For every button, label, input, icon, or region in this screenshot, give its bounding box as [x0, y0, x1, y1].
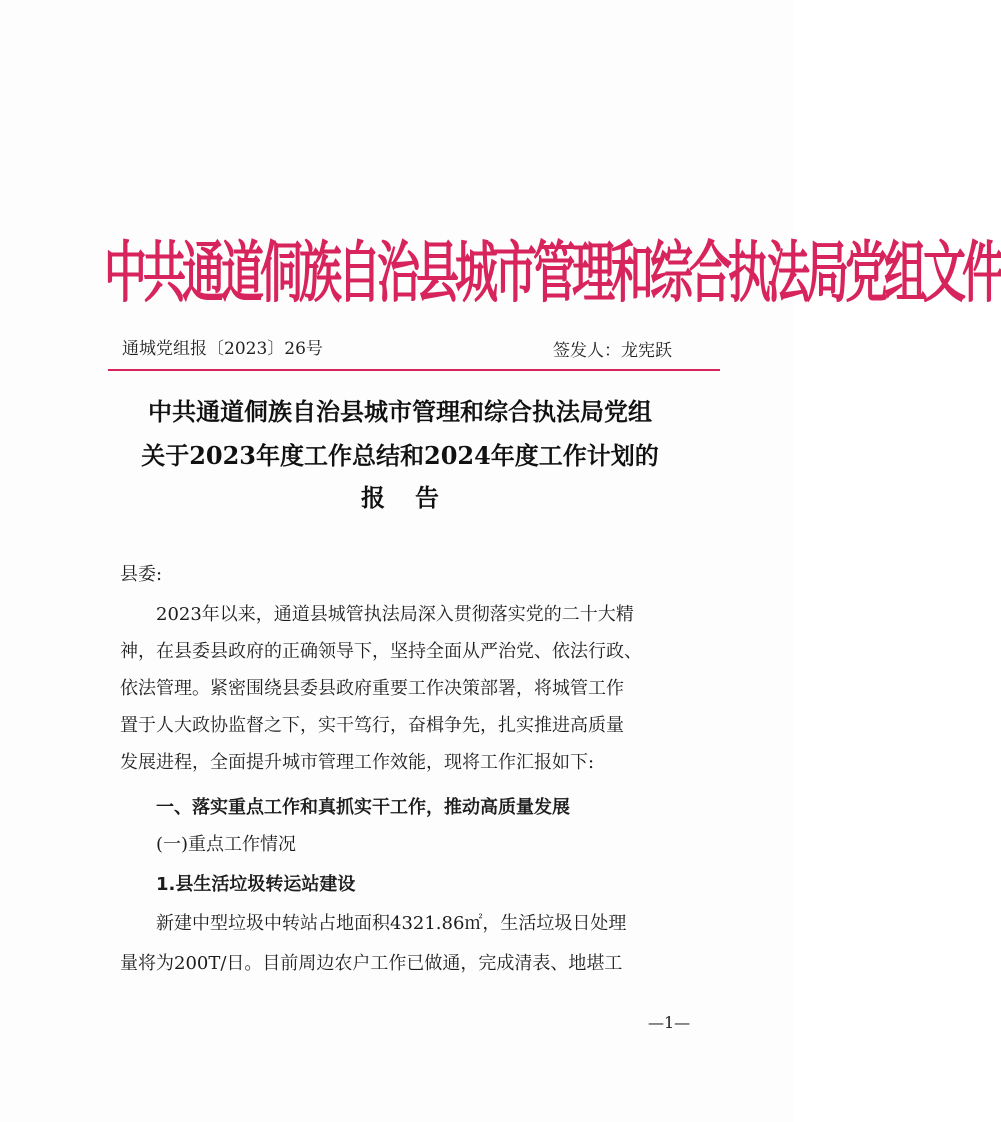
paragraph-line: 依法管理。紧密围绕县委县政府重要工作决策部署，将城管工作 — [120, 678, 624, 699]
subsection-heading: (一)重点工作情况 — [156, 834, 297, 855]
signer-label: 签发人：龙宪跃 — [553, 341, 672, 361]
red-separator-line — [108, 369, 720, 371]
salutation: 县委: — [120, 564, 163, 585]
paragraph-line: 置于人大政协监督之下，实干笃行，奋楫争先，扎实推进高质量 — [120, 715, 624, 736]
paragraph-line: 发展进程，全面提升城市管理工作效能，现将工作汇报如下: — [120, 752, 595, 773]
document-number: 通城党组报〔2023〕26号 — [122, 339, 323, 359]
report-title-line-1: 中共通道侗族自治县城市管理和综合执法局党组 — [148, 397, 652, 426]
paragraph-line: 量将为200T/日。目前周边农户工作已做通，完成清表、地堪工 — [120, 953, 623, 974]
report-title-line-2: 关于2023年度工作总结和2024年度工作计划的 — [141, 441, 659, 470]
section-heading: 一、落实重点工作和真抓实干工作，推动高质量发展 — [156, 797, 570, 818]
paragraph-line: 神，在县委县政府的正确领导下，坚持全面从严治党、依法行政、 — [120, 641, 642, 662]
paragraph-line: 新建中型垃圾中转站占地面积4321.86㎡，生活垃圾日处理 — [156, 913, 627, 934]
report-title-line-3: 报告 — [361, 483, 469, 512]
paragraph-line: 2023年以来，通道县城管执法局深入贯彻落实党的二十大精 — [156, 604, 634, 625]
red-header-title: 中共通道侗族自治县城市管理和综合执法局党组文件 — [104, 235, 1001, 313]
item-heading: 1.县生活垃圾转运站建设 — [156, 874, 356, 895]
page-number: —1— — [648, 1013, 691, 1032]
